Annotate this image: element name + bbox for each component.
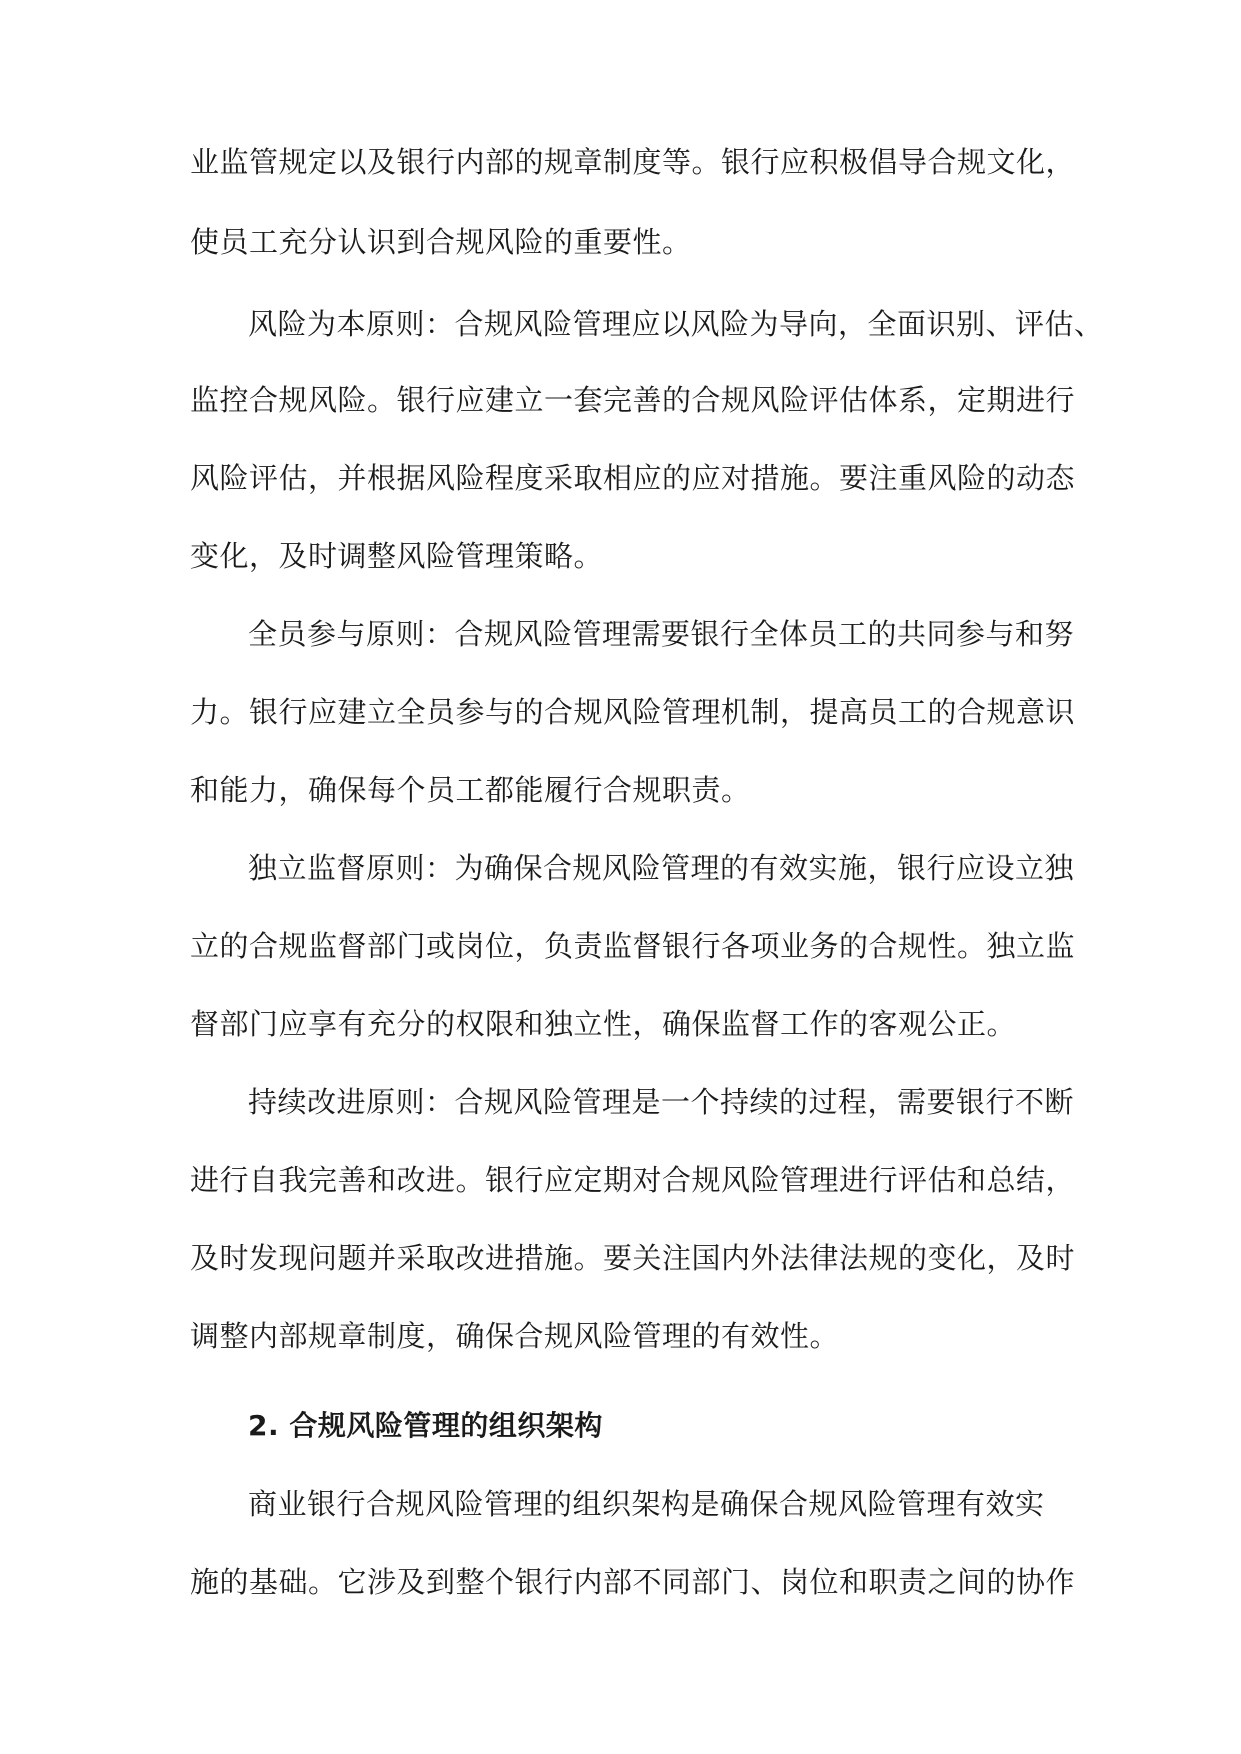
body-text-line: 力。银行应建立全员参与的合规风险管理机制，提高员工的合规意识	[190, 695, 1076, 729]
body-text-line: 使员工充分认识到合规风险的重要性。	[190, 225, 692, 259]
body-text-line: 商业银行合规风险管理的组织架构是确保合规风险管理有效实	[248, 1487, 1045, 1521]
body-text-line: 风险评估，并根据风险程度采取相应的应对措施。要注重风险的动态	[190, 461, 1076, 495]
body-text-line: 和能力，确保每个员工都能履行合规职责。	[190, 773, 751, 807]
body-text-line: 调整内部规章制度，确保合规风险管理的有效性。	[190, 1319, 840, 1353]
principle-continuous-improvement: 持续改进原则：合规风险管理是一个持续的过程，需要银行不断	[248, 1085, 1075, 1119]
body-text-line: 施的基础。它涉及到整个银行内部不同部门、岗位和职责之间的协作	[190, 1565, 1076, 1599]
principle-risk-based: 风险为本原则：合规风险管理应以风险为导向，全面识别、评估、	[248, 307, 1104, 341]
body-text-line: 进行自我完善和改进。银行应定期对合规风险管理进行评估和总结，	[190, 1163, 1076, 1197]
body-text-line: 督部门应享有充分的权限和独立性，确保监督工作的客观公正。	[190, 1007, 1017, 1041]
body-text-line: 立的合规监督部门或岗位，负责监督银行各项业务的合规性。独立监	[190, 929, 1076, 963]
principle-full-participation: 全员参与原则：合规风险管理需要银行全体员工的共同参与和努	[248, 617, 1075, 651]
body-text-line: 监控合规风险。银行应建立一套完善的合规风险评估体系，定期进行	[190, 383, 1076, 417]
body-text-line: 变化，及时调整风险管理策略。	[190, 539, 604, 573]
principle-independent-supervision: 独立监督原则：为确保合规风险管理的有效实施，银行应设立独	[248, 851, 1075, 885]
body-text-line: 及时发现问题并采取改进措施。要关注国内外法律法规的变化，及时	[190, 1241, 1076, 1275]
body-text-line: 业监管规定以及银行内部的规章制度等。银行应积极倡导合规文化，	[190, 145, 1076, 179]
section-heading: 2. 合规风险管理的组织架构	[248, 1409, 603, 1442]
